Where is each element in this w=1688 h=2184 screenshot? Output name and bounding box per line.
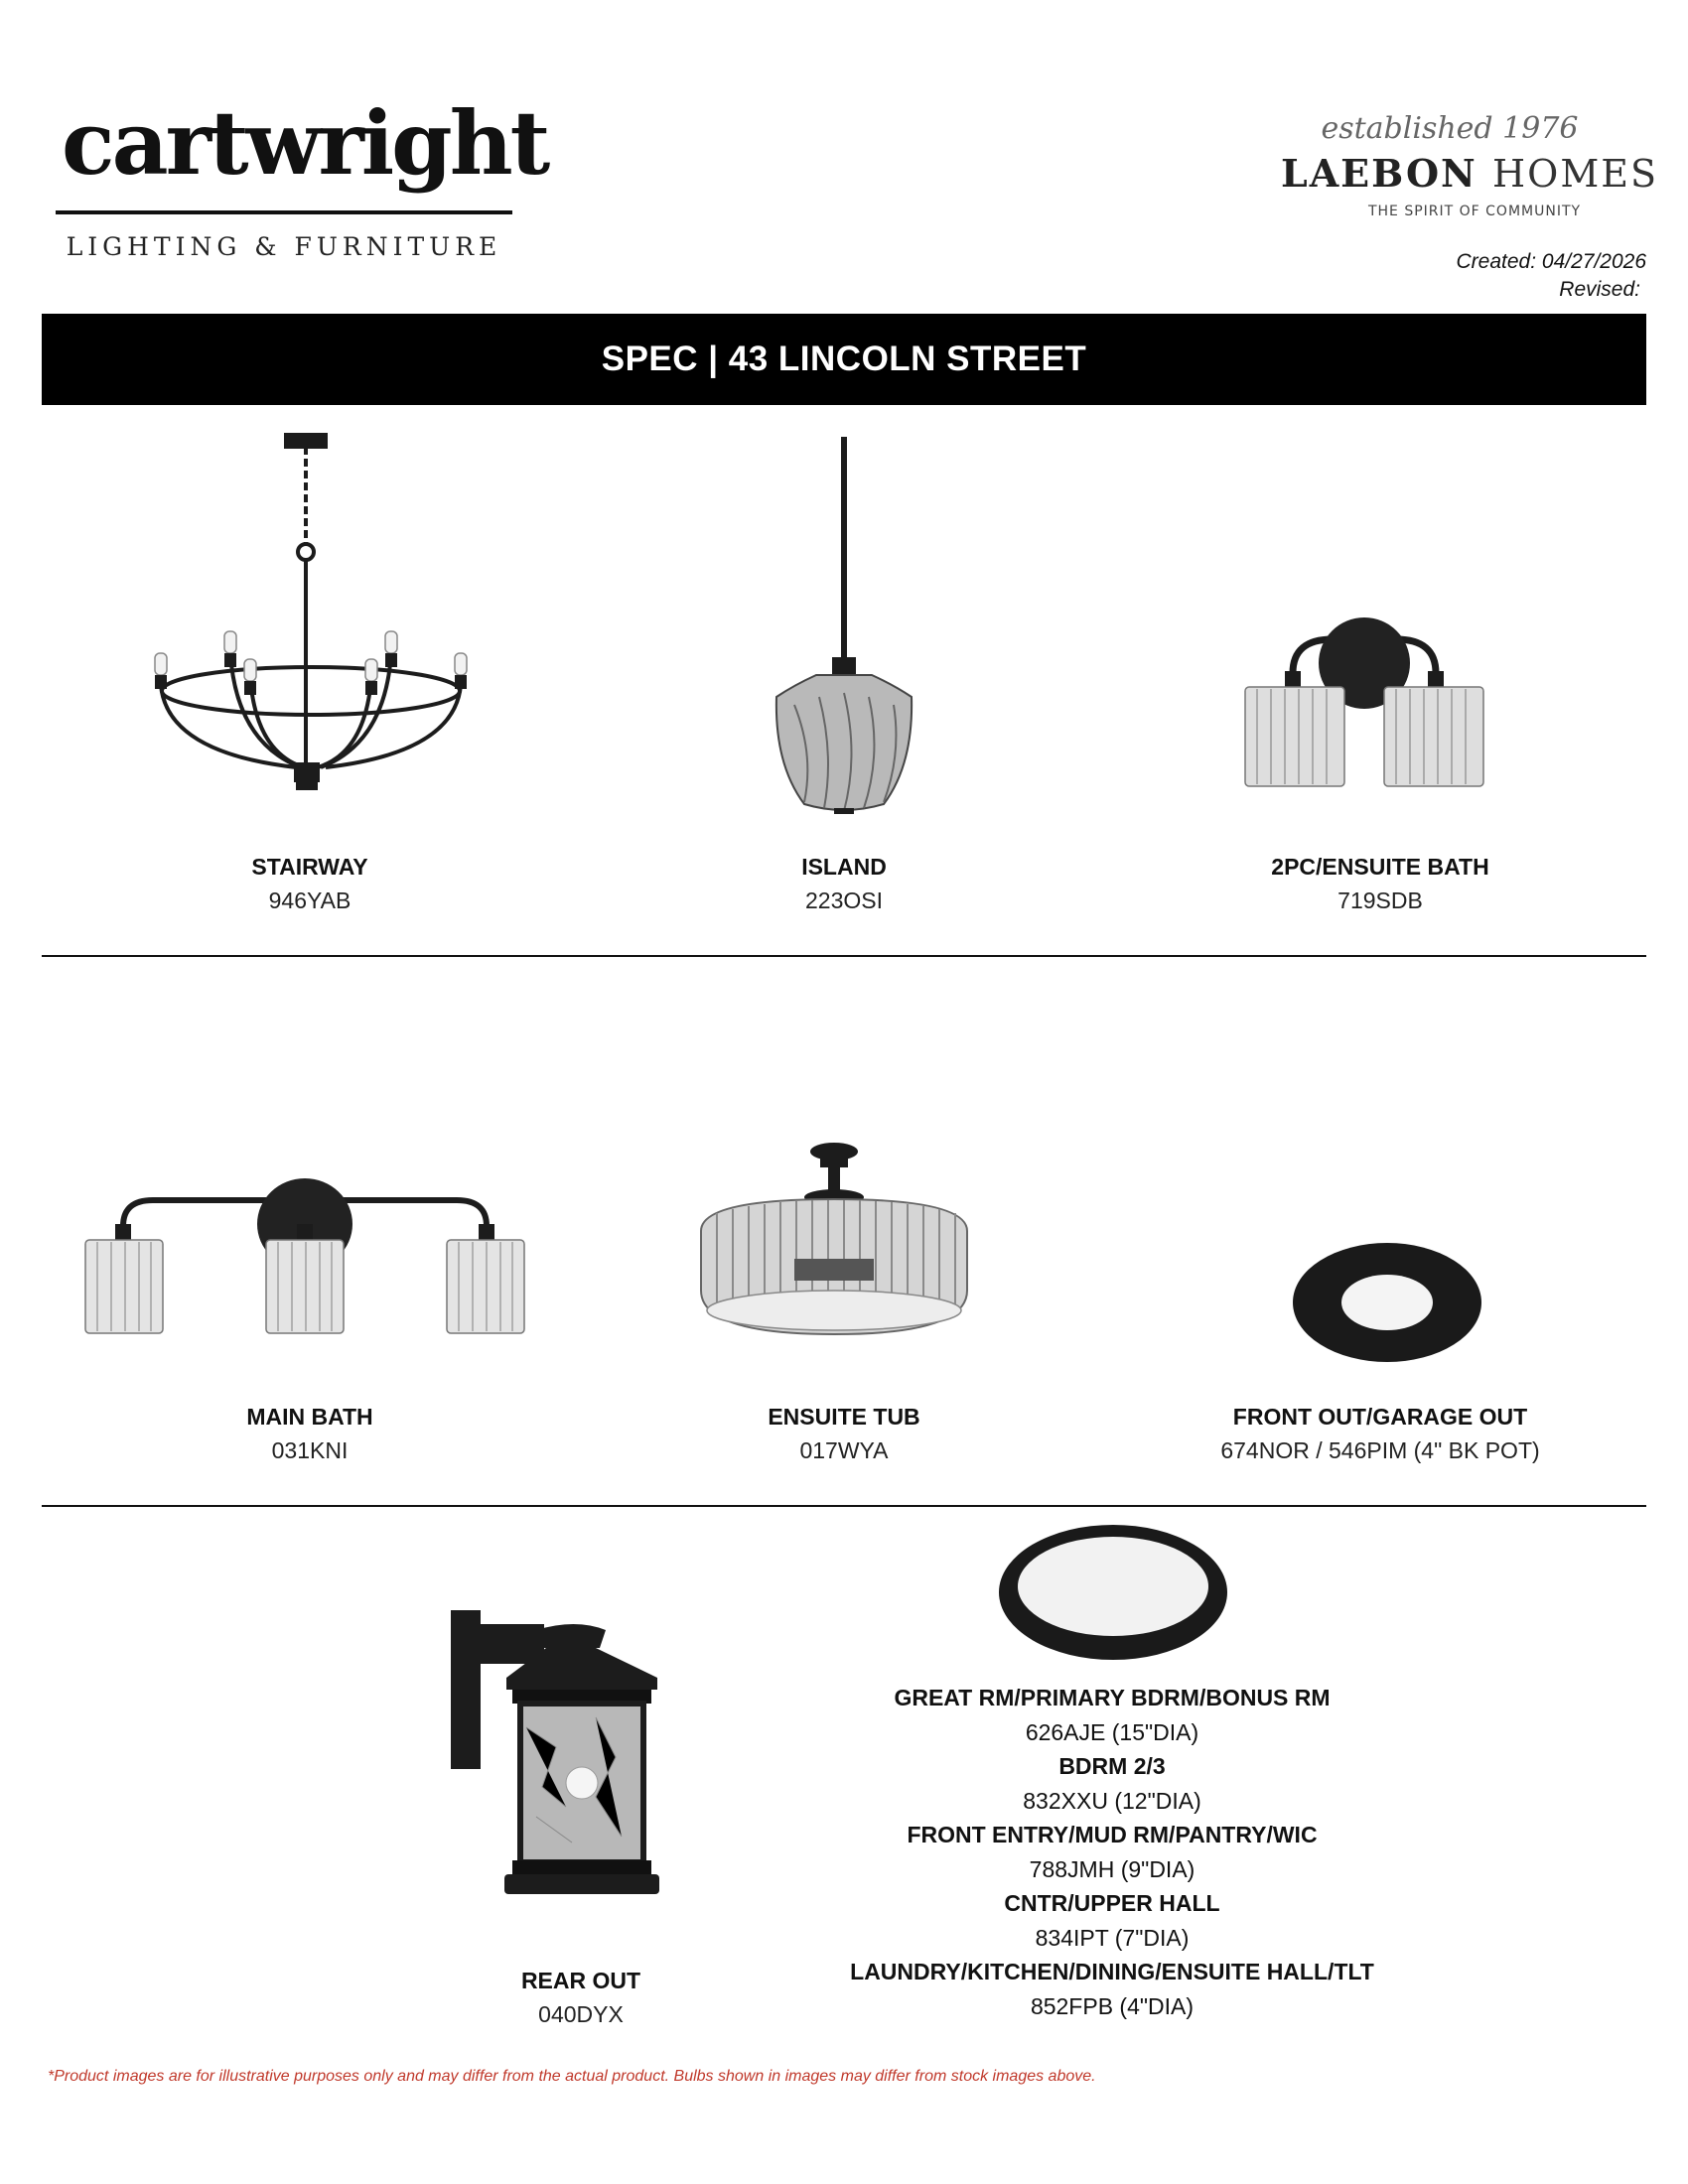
flush-room-great-rm: GREAT RM/PRIMARY BDRM/BONUS RM xyxy=(894,1685,1331,1710)
laebon-tagline: THE SPIRIT OF COMMUNITY xyxy=(1367,204,1582,219)
revised-date: Revised: xyxy=(1559,278,1640,301)
product-code-front-out: 674NOR / 546PIM (4" BK POT) xyxy=(1220,1437,1540,1463)
flush-mount-icon xyxy=(997,1523,1229,1662)
product-code-main-bath: 031KNI xyxy=(271,1437,349,1463)
page-title: SPEC | 43 LINCOLN STREET xyxy=(601,340,1087,378)
created-date: Created: 04/27/2026 xyxy=(1456,250,1646,273)
cartwright-logo-tagline: LIGHTING & FURNITURE xyxy=(66,232,502,261)
title-bar xyxy=(42,314,1646,405)
flush-room-front-entry: FRONT ENTRY/MUD RM/PANTRY/WIC xyxy=(907,1822,1318,1847)
flush-room-upper-hall: CNTR/UPPER HALL xyxy=(1004,1890,1220,1916)
room-label-main-bath: MAIN BATH xyxy=(246,1404,373,1430)
pot-light-icon xyxy=(1291,1241,1483,1364)
product-code-rear-out: 040DYX xyxy=(538,2001,624,2027)
flush-code-bdrm: 832XXU (12"DIA) xyxy=(1023,1787,1201,1814)
pendant-icon xyxy=(765,437,923,814)
flush-code-great-rm: 626AJE (15"DIA) xyxy=(1025,1718,1199,1745)
room-label-ensuite-bath: 2PC/ENSUITE BATH xyxy=(1271,854,1489,880)
row-divider xyxy=(42,1505,1646,1507)
chandelier-icon xyxy=(147,425,475,812)
laebon-established: established 1976 xyxy=(1321,111,1579,146)
wall-lantern-icon xyxy=(447,1608,675,1898)
laebon-name-second: HOMES xyxy=(1492,152,1659,196)
flush-code-laundry: 852FPB (4"DIA) xyxy=(1030,1992,1195,2019)
flush-room-laundry: LAUNDRY/KITCHEN/DINING/ENSUITE HALL/TLT xyxy=(850,1959,1374,1984)
room-label-stairway: STAIRWAY xyxy=(251,854,368,880)
product-code-island: 223OSI xyxy=(805,887,883,913)
logo-rule xyxy=(56,210,512,214)
laebon-name-first: LAEBON xyxy=(1280,151,1477,196)
flush-mount-list xyxy=(794,1681,1430,2023)
room-label-rear-out: REAR OUT xyxy=(520,1968,641,1993)
flush-room-bdrm: BDRM 2/3 xyxy=(1058,1753,1166,1779)
semi-flush-drum-icon xyxy=(695,1142,973,1340)
flush-code-upper-hall: 834IPT (7"DIA) xyxy=(1035,1924,1190,1951)
product-code-ensuite-tub: 017WYA xyxy=(799,1437,889,1463)
flush-code-front-entry: 788JMH (9"DIA) xyxy=(1029,1855,1196,1882)
three-light-vanity-icon xyxy=(83,1176,526,1335)
product-code-ensuite-bath: 719SDB xyxy=(1337,887,1423,913)
room-label-ensuite-tub: ENSUITE TUB xyxy=(768,1404,920,1430)
room-label-island: ISLAND xyxy=(801,854,887,880)
laebon-logo-wordmark xyxy=(1261,151,1678,196)
product-code-stairway: 946YAB xyxy=(268,887,352,913)
two-light-vanity-icon xyxy=(1243,615,1485,789)
room-label-front-out: FRONT OUT/GARAGE OUT xyxy=(1232,1404,1528,1430)
disclaimer-note: *Product images are for illustrative purposes only and may differ from the actual product. Bulbs shown in images may differ from stock images above. xyxy=(48,2068,1096,2085)
cartwright-logo-wordmark: cartwright xyxy=(62,91,548,195)
row-divider xyxy=(42,955,1646,957)
